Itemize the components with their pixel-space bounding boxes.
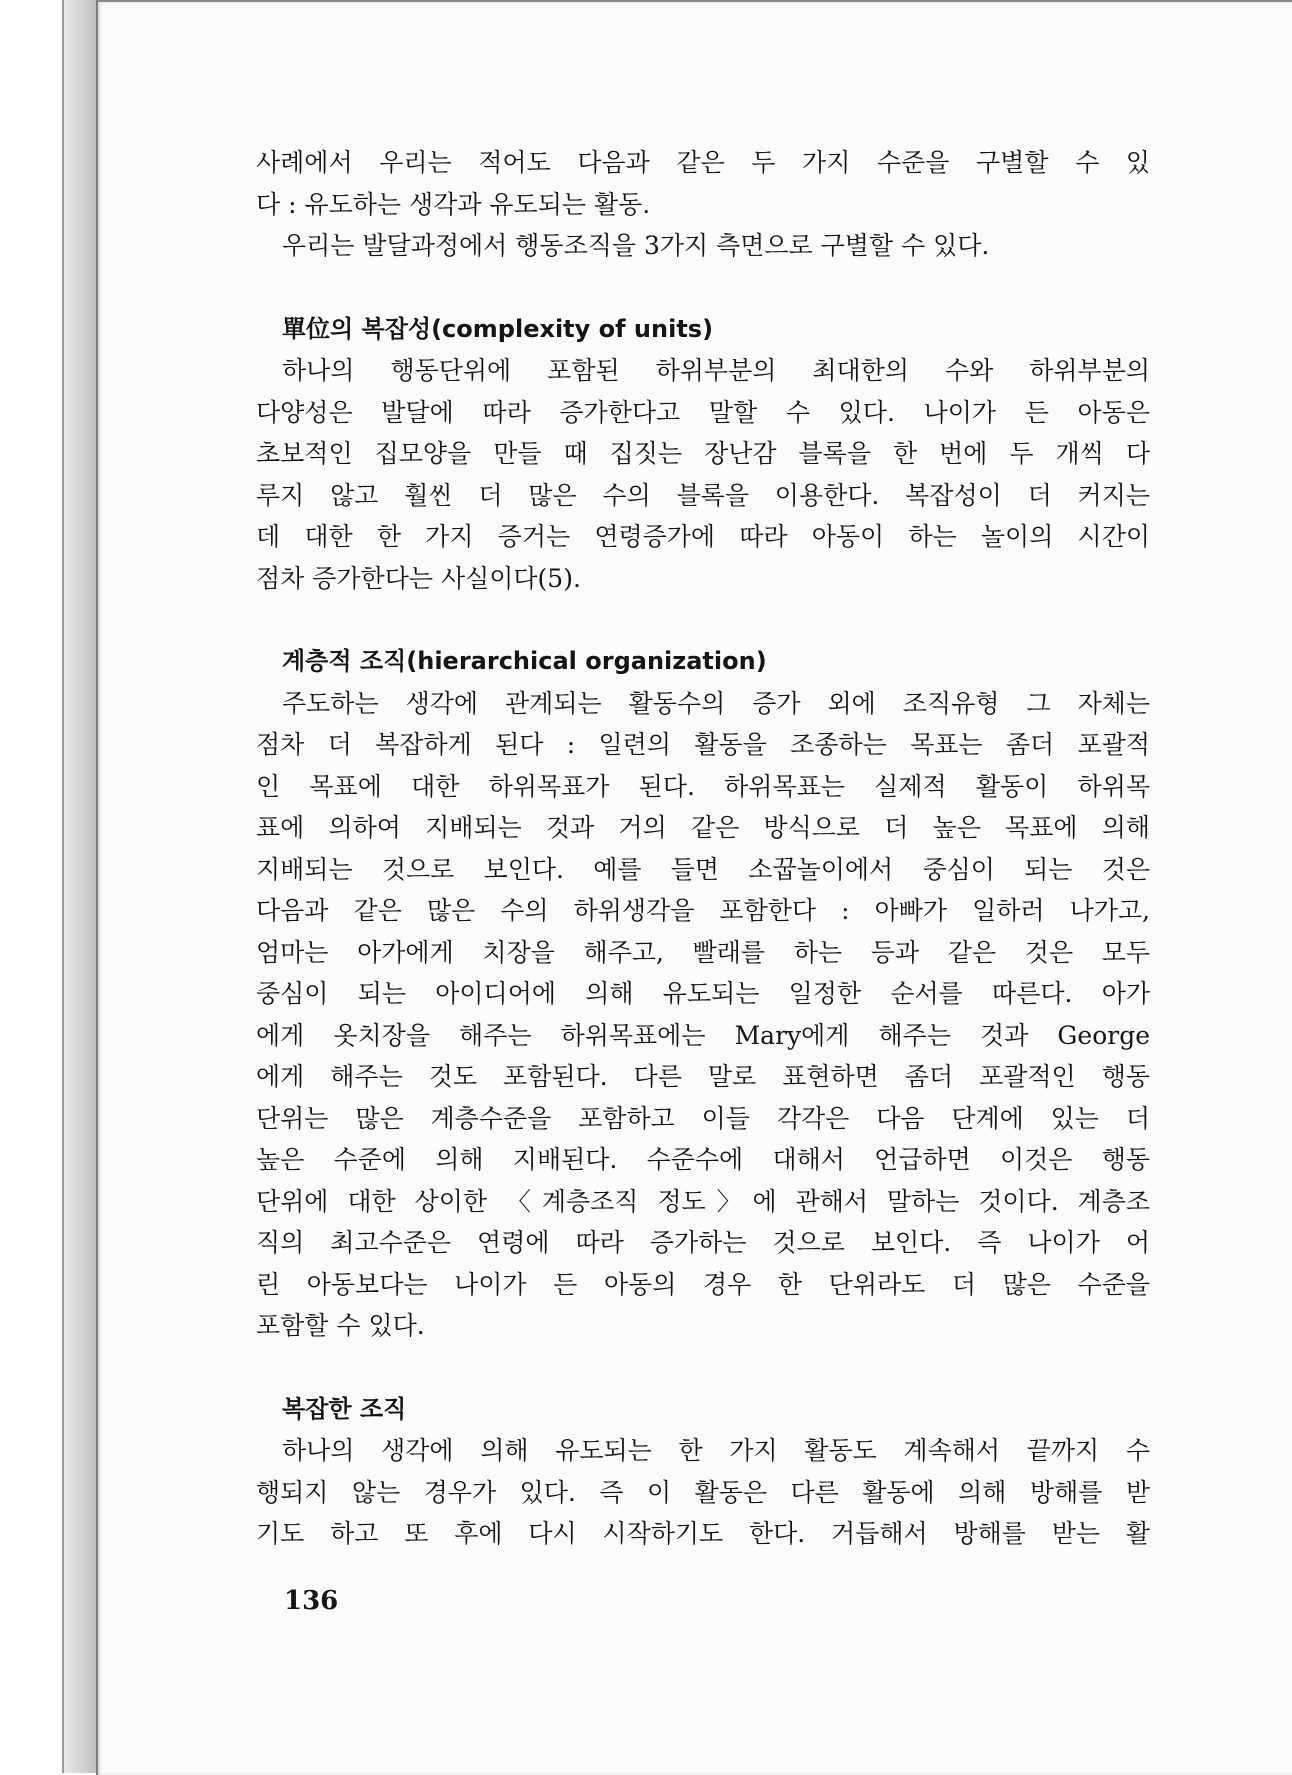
section-gap [256,267,1150,309]
section-gap [256,599,1150,641]
paragraph-line: 다음과 같은 많은 수의 하위생각을 포함한다 : 아빠가 일하러 나가고, [256,896,1150,925]
paragraph-line: 초보적인 집모양을 만들 때 집짓는 장난감 블록을 한 번에 두 개씩 다 [256,439,1150,468]
paragraph-line: 단위는 많은 계층수준을 포함하고 이들 각각은 다음 단계에 있는 더 [256,1103,1150,1133]
paragraph-line: 점차 더 복잡하게 된다 : 일련의 활동을 조종하는 목표는 좀더 포괄적 [256,730,1150,759]
paragraph-line: 단위에 대한 상이한 〈계층조직 정도〉에 관해서 말하는 것이다. 계층조 [256,1186,1150,1216]
paragraph-line: 엄마는 아가에게 치장을 해주고, 빨래를 하는 등과 같은 것은 모두 [256,937,1150,967]
paragraph-line: 주도하는 생각에 관계되는 활동수의 증가 외에 조직유형 그 자체는 [282,688,1150,718]
paragraph-line: 에게 해주는 것도 포함된다. 다른 말로 표현하면 좀더 포괄적인 행동 [256,1062,1150,1091]
paragraph-line: 사례에서 우리는 적어도 다음과 같은 두 가지 수준을 구별할 수 있 [256,148,1150,177]
section-heading-complexity-of-units: 單位의 복잡성(complexity of units) [282,314,714,343]
paragraph-line: 우리는 발달과정에서 행동조직을 3가지 측면으로 구별할 수 있다. [282,231,990,260]
section-heading-hierarchical-organization: 계층적 조직(hierarchical organization) [282,647,767,675]
paragraph-line: 점차 증가한다는 사실이다(5). [256,563,581,593]
paragraph-line: 하나의 생각에 의해 유도되는 한 가지 활동도 계속해서 끝까지 수 [282,1436,1150,1465]
paragraph-line: 린 아동보다는 나이가 든 아동의 경우 한 단위라도 더 많은 수준을 [256,1269,1150,1299]
paragraph-line: 데 대한 한 가지 증거는 연령증가에 따라 아동이 하는 놀이의 시간이 [256,522,1150,551]
paragraph-line: 에게 옷치장을 해주는 하위목표에는 Mary에게 해주는 것과 George [256,1020,1150,1050]
book-spine [62,0,98,1773]
paragraph-line: 기도 하고 또 후에 다시 시작하기도 한다. 거듭해서 방해를 받는 활 [256,1519,1150,1548]
paragraph-line: 지배되는 것으로 보인다. 예를 들면 소꿉놀이에서 중심이 되는 것은 [256,854,1150,884]
section-heading-complex-organization: 복잡한 조직 [282,1394,407,1423]
page-number: 136 [284,1586,339,1616]
paragraph-line: 다 : 유도하는 생각과 유도되는 활동. [256,189,651,219]
paragraph-line: 중심이 되는 아이디어에 의해 유도되는 일정한 순서를 따른다. 아가 [256,979,1150,1008]
paragraph-line: 다양성은 발달에 따라 증가한다고 말할 수 있다. 나이가 든 아동은 [256,397,1150,427]
paragraph-line: 표에 의하여 지배되는 것과 거의 같은 방식으로 더 높은 목표에 의해 [256,813,1150,842]
paragraph-line: 인 목표에 대한 하위목표가 된다. 하위목표는 실제적 활동이 하위목 [256,771,1150,801]
paragraph-line: 포함할 수 있다. [256,1311,425,1340]
section-gap [256,1347,1150,1389]
paragraph-line: 하나의 행동단위에 포함된 하위부분의 최대한의 수와 하위부분의 [282,356,1150,385]
paragraph-line: 행되지 않는 경우가 있다. 즉 이 활동은 다른 활동에 의해 방해를 받 [256,1477,1150,1507]
paragraph-line: 높은 수준에 의해 지배된다. 수준수에 대해서 언급하면 이것은 행동 [256,1145,1150,1174]
page-content [256,142,1150,1555]
paragraph-line: 루지 않고 훨씬 더 많은 수의 블록을 이용한다. 복잡성이 더 커지는 [256,480,1150,510]
paragraph-line: 직의 최고수준은 연령에 따라 증가하는 것으로 보인다. 즉 나이가 어 [256,1228,1150,1257]
